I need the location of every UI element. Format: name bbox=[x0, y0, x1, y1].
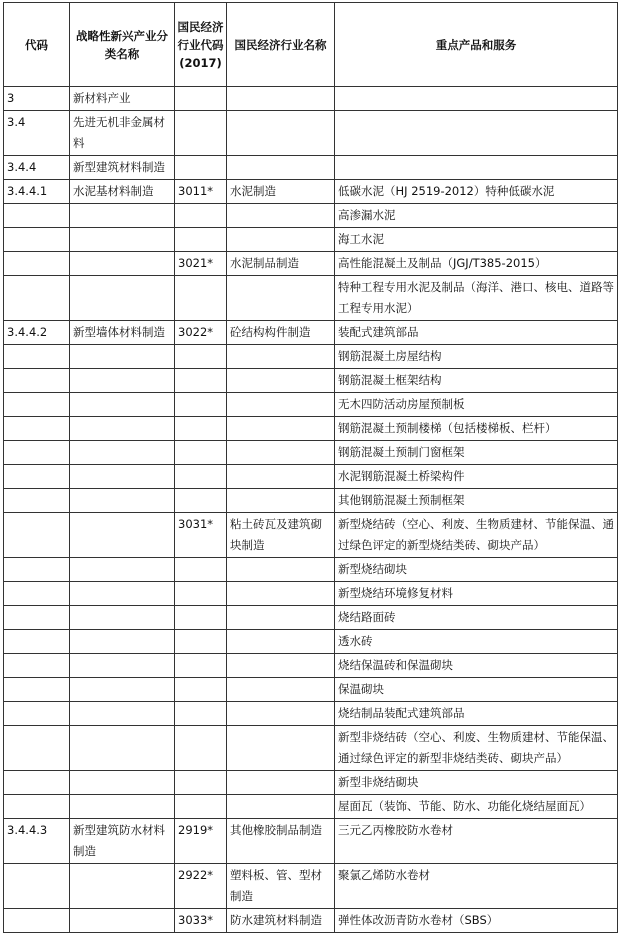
cell-code bbox=[4, 771, 70, 795]
cell-code bbox=[4, 795, 70, 819]
cell-code bbox=[4, 630, 70, 654]
cell-national-code bbox=[175, 441, 227, 465]
cell-strategic-category bbox=[70, 795, 175, 819]
cell-code bbox=[4, 369, 70, 393]
cell-code: 3.4.4.1 bbox=[4, 180, 70, 204]
cell-products-services: 低碳水泥（HJ 2519-2012）特种低碳水泥 bbox=[335, 180, 618, 204]
cell-products-services: 保温砌块 bbox=[335, 678, 618, 702]
cell-products-services: 装配式建筑部品 bbox=[335, 321, 618, 345]
header-products-services: 重点产品和服务 bbox=[335, 3, 618, 87]
cell-national-industry bbox=[227, 558, 335, 582]
cell-products-services: 新型烧结环境修复材料 bbox=[335, 582, 618, 606]
cell-strategic-category bbox=[70, 654, 175, 678]
table-row bbox=[4, 228, 618, 252]
cell-strategic-category bbox=[70, 864, 175, 909]
cell-strategic-category: 新型建筑防水材料制造 bbox=[70, 819, 175, 864]
table-row bbox=[4, 909, 618, 933]
table-row bbox=[4, 87, 618, 111]
cell-national-code bbox=[175, 771, 227, 795]
cell-code: 3.4.4.2 bbox=[4, 321, 70, 345]
header-national-industry: 国民经济行业名称 bbox=[227, 3, 335, 87]
table-row bbox=[4, 345, 618, 369]
table-row bbox=[4, 489, 618, 513]
cell-national-code bbox=[175, 369, 227, 393]
table-row bbox=[4, 465, 618, 489]
cell-national-industry: 砼结构构件制造 bbox=[227, 321, 335, 345]
cell-national-code bbox=[175, 582, 227, 606]
cell-strategic-category bbox=[70, 441, 175, 465]
cell-code bbox=[4, 654, 70, 678]
table-body bbox=[4, 87, 618, 933]
cell-national-industry bbox=[227, 795, 335, 819]
cell-products-services: 烧结制品装配式建筑部品 bbox=[335, 702, 618, 726]
cell-national-industry bbox=[227, 393, 335, 417]
table-row bbox=[4, 795, 618, 819]
header-row bbox=[4, 3, 618, 87]
cell-national-industry bbox=[227, 228, 335, 252]
cell-national-industry bbox=[227, 441, 335, 465]
cell-products-services: 无木四防活动房屋预制板 bbox=[335, 393, 618, 417]
cell-national-code bbox=[175, 111, 227, 156]
cell-products-services: 透水砖 bbox=[335, 630, 618, 654]
cell-code bbox=[4, 909, 70, 933]
cell-code bbox=[4, 417, 70, 441]
table-row bbox=[4, 252, 618, 276]
cell-code bbox=[4, 345, 70, 369]
table-row bbox=[4, 204, 618, 228]
cell-strategic-category bbox=[70, 228, 175, 252]
cell-products-services bbox=[335, 156, 618, 180]
cell-products-services bbox=[335, 111, 618, 156]
cell-national-industry: 塑料板、管、型材制造 bbox=[227, 864, 335, 909]
cell-code bbox=[4, 441, 70, 465]
cell-strategic-category bbox=[70, 582, 175, 606]
cell-strategic-category bbox=[70, 630, 175, 654]
cell-products-services: 钢筋混凝土框架结构 bbox=[335, 369, 618, 393]
cell-strategic-category bbox=[70, 252, 175, 276]
cell-products-services: 新型非烧结砌块 bbox=[335, 771, 618, 795]
cell-national-code: 3031* bbox=[175, 513, 227, 558]
cell-products-services: 弹性体改沥青防水卷材（SBS） bbox=[335, 909, 618, 933]
table-row bbox=[4, 558, 618, 582]
cell-national-code bbox=[175, 702, 227, 726]
cell-national-code bbox=[175, 795, 227, 819]
cell-strategic-category: 先进无机非金属材料 bbox=[70, 111, 175, 156]
table-row bbox=[4, 606, 618, 630]
table-row bbox=[4, 678, 618, 702]
table-row bbox=[4, 441, 618, 465]
table-row bbox=[4, 771, 618, 795]
table-row bbox=[4, 513, 618, 558]
cell-products-services: 钢筋混凝土房屋结构 bbox=[335, 345, 618, 369]
header-national-code: 国民经济行业代码(2017) bbox=[175, 3, 227, 87]
cell-code bbox=[4, 726, 70, 771]
cell-national-code bbox=[175, 465, 227, 489]
cell-national-industry bbox=[227, 582, 335, 606]
cell-national-code bbox=[175, 726, 227, 771]
cell-national-industry bbox=[227, 630, 335, 654]
cell-strategic-category bbox=[70, 513, 175, 558]
cell-code bbox=[4, 465, 70, 489]
cell-code bbox=[4, 513, 70, 558]
cell-national-industry bbox=[227, 654, 335, 678]
cell-products-services: 水泥钢筋混凝土桥梁构件 bbox=[335, 465, 618, 489]
cell-national-code bbox=[175, 489, 227, 513]
cell-strategic-category bbox=[70, 276, 175, 321]
cell-national-industry bbox=[227, 771, 335, 795]
cell-strategic-category bbox=[70, 909, 175, 933]
cell-code bbox=[4, 606, 70, 630]
cell-code bbox=[4, 393, 70, 417]
cell-national-code: 3011* bbox=[175, 180, 227, 204]
table-row bbox=[4, 726, 618, 771]
table-row bbox=[4, 702, 618, 726]
industry-classification-table bbox=[3, 2, 618, 933]
cell-national-industry bbox=[227, 702, 335, 726]
cell-products-services: 烧结保温砖和保温砌块 bbox=[335, 654, 618, 678]
table-row bbox=[4, 156, 618, 180]
cell-products-services: 新型非烧结砖（空心、利废、生物质建材、节能保温、通过绿色评定的新型非烧结类砖、砌块产品） bbox=[335, 726, 618, 771]
cell-national-industry bbox=[227, 111, 335, 156]
cell-products-services bbox=[335, 87, 618, 111]
cell-national-industry: 粘土砖瓦及建筑砌块制造 bbox=[227, 513, 335, 558]
cell-products-services: 其他钢筋混凝土预制框架 bbox=[335, 489, 618, 513]
cell-national-industry: 水泥制造 bbox=[227, 180, 335, 204]
cell-strategic-category: 新材料产业 bbox=[70, 87, 175, 111]
cell-national-code: 2919* bbox=[175, 819, 227, 864]
table-row bbox=[4, 819, 618, 864]
cell-products-services: 新型烧结砌块 bbox=[335, 558, 618, 582]
cell-code: 3 bbox=[4, 87, 70, 111]
cell-strategic-category bbox=[70, 771, 175, 795]
cell-national-industry bbox=[227, 489, 335, 513]
table-row bbox=[4, 180, 618, 204]
cell-national-code: 3033* bbox=[175, 909, 227, 933]
cell-code bbox=[4, 228, 70, 252]
cell-strategic-category bbox=[70, 702, 175, 726]
cell-national-industry bbox=[227, 606, 335, 630]
cell-code: 3.4.4 bbox=[4, 156, 70, 180]
cell-products-services: 钢筋混凝土预制楼梯（包括楼梯板、栏杆） bbox=[335, 417, 618, 441]
cell-strategic-category bbox=[70, 369, 175, 393]
cell-strategic-category bbox=[70, 465, 175, 489]
cell-code bbox=[4, 252, 70, 276]
cell-code bbox=[4, 678, 70, 702]
cell-national-industry bbox=[227, 204, 335, 228]
cell-national-code bbox=[175, 156, 227, 180]
cell-code: 3.4.4.3 bbox=[4, 819, 70, 864]
cell-strategic-category bbox=[70, 606, 175, 630]
cell-strategic-category bbox=[70, 393, 175, 417]
cell-national-industry: 水泥制品制造 bbox=[227, 252, 335, 276]
cell-code bbox=[4, 864, 70, 909]
cell-national-code: 3021* bbox=[175, 252, 227, 276]
cell-products-services: 特种工程专用水泥及制品（海洋、港口、核电、道路等工程专用水泥） bbox=[335, 276, 618, 321]
cell-products-services: 聚氯乙烯防水卷材 bbox=[335, 864, 618, 909]
cell-national-code: 3022* bbox=[175, 321, 227, 345]
cell-national-code bbox=[175, 654, 227, 678]
table-row bbox=[4, 111, 618, 156]
cell-code: 3.4 bbox=[4, 111, 70, 156]
cell-national-code bbox=[175, 630, 227, 654]
table-row bbox=[4, 393, 618, 417]
cell-national-code: 2922* bbox=[175, 864, 227, 909]
cell-national-code bbox=[175, 87, 227, 111]
cell-products-services: 三元乙丙橡胶防水卷材 bbox=[335, 819, 618, 864]
cell-national-code bbox=[175, 558, 227, 582]
cell-strategic-category bbox=[70, 345, 175, 369]
cell-code bbox=[4, 204, 70, 228]
cell-strategic-category: 新型墙体材料制造 bbox=[70, 321, 175, 345]
cell-products-services: 新型烧结砖（空心、利废、生物质建材、节能保温、通过绿色评定的新型烧结类砖、砌块产品） bbox=[335, 513, 618, 558]
cell-strategic-category bbox=[70, 204, 175, 228]
table-row bbox=[4, 276, 618, 321]
cell-products-services: 屋面瓦（装饰、节能、防水、功能化烧结屋面瓦） bbox=[335, 795, 618, 819]
cell-code bbox=[4, 582, 70, 606]
cell-strategic-category bbox=[70, 489, 175, 513]
cell-national-industry: 其他橡胶制品制造 bbox=[227, 819, 335, 864]
cell-national-industry bbox=[227, 465, 335, 489]
header-strategic-category: 战略性新兴产业分类名称 bbox=[70, 3, 175, 87]
cell-national-industry bbox=[227, 345, 335, 369]
table-row bbox=[4, 369, 618, 393]
cell-code bbox=[4, 489, 70, 513]
cell-national-code bbox=[175, 228, 227, 252]
cell-strategic-category: 新型建筑材料制造 bbox=[70, 156, 175, 180]
cell-products-services: 海工水泥 bbox=[335, 228, 618, 252]
cell-national-industry bbox=[227, 417, 335, 441]
cell-national-code bbox=[175, 393, 227, 417]
cell-strategic-category bbox=[70, 678, 175, 702]
cell-strategic-category: 水泥基材料制造 bbox=[70, 180, 175, 204]
cell-national-industry bbox=[227, 678, 335, 702]
cell-national-code bbox=[175, 417, 227, 441]
cell-national-code bbox=[175, 345, 227, 369]
cell-national-code bbox=[175, 678, 227, 702]
table-row bbox=[4, 321, 618, 345]
cell-national-industry: 防水建筑材料制造 bbox=[227, 909, 335, 933]
cell-strategic-category bbox=[70, 726, 175, 771]
cell-strategic-category bbox=[70, 417, 175, 441]
cell-national-industry bbox=[227, 726, 335, 771]
cell-national-industry bbox=[227, 369, 335, 393]
table-row bbox=[4, 654, 618, 678]
table-row bbox=[4, 630, 618, 654]
header-code: 代码 bbox=[4, 3, 70, 87]
table-row bbox=[4, 417, 618, 441]
cell-national-code bbox=[175, 204, 227, 228]
cell-code bbox=[4, 558, 70, 582]
cell-products-services: 烧结路面砖 bbox=[335, 606, 618, 630]
cell-strategic-category bbox=[70, 558, 175, 582]
cell-code bbox=[4, 702, 70, 726]
cell-national-industry bbox=[227, 87, 335, 111]
cell-national-code bbox=[175, 276, 227, 321]
cell-national-code bbox=[175, 606, 227, 630]
table-row bbox=[4, 864, 618, 909]
cell-products-services: 高性能混凝土及制品（JGJ/T385-2015） bbox=[335, 252, 618, 276]
cell-products-services: 钢筋混凝土预制门窗框架 bbox=[335, 441, 618, 465]
cell-national-industry bbox=[227, 156, 335, 180]
cell-national-industry bbox=[227, 276, 335, 321]
cell-products-services: 高渗漏水泥 bbox=[335, 204, 618, 228]
cell-code bbox=[4, 276, 70, 321]
table-row bbox=[4, 582, 618, 606]
